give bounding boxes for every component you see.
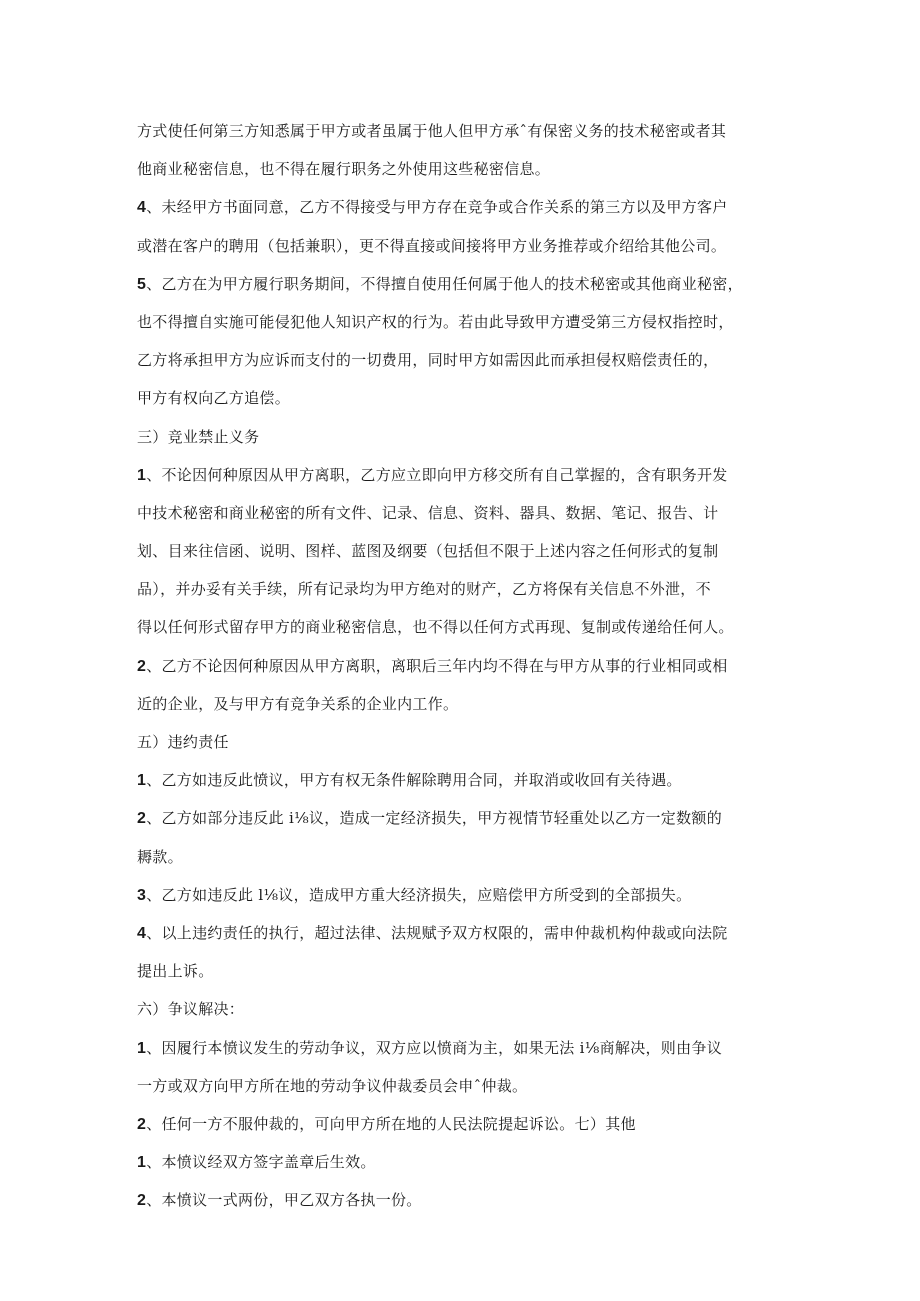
line-text: 、未经甲方书面同意，乙方不得接受与甲方存在竞争或合作关系的第三方以及甲方客户 <box>146 198 728 217</box>
item-number: 1 <box>137 466 147 484</box>
text-line <box>137 685 797 723</box>
line-text: 、任何一方不服仲裁的，可向甲方所在地的人民法院提起诉讼。七）其他 <box>146 1114 636 1133</box>
text-line <box>137 1029 797 1067</box>
text-line <box>137 379 797 417</box>
line-text: 、本愤议一式两份，甲乙双方各执一份。 <box>146 1191 422 1210</box>
text-line <box>137 876 797 914</box>
line-text: 一方或双方向甲方所在地的劳动争议仲裁委员会申ˆ仲裁。 <box>137 1076 528 1095</box>
line-text: 、因履行本愤议发生的劳动争议，双方应以愤商为主，如果无法 i⅛商解决，则由争议 <box>146 1038 723 1057</box>
line-text: 、乙方不论因何种原因从甲方离职，离职后三年内均不得在与甲方从事的行业相同或相 <box>146 656 728 675</box>
line-text: 、乙方如违反此 l⅛议，造成甲方重大经济损失，应赔偿甲方所受到的全部损失。 <box>146 885 692 904</box>
line-text: 或潜在客户的聘用（包括兼职），更不得直接或间接将甲方业务推荐或介绍给其他公司。 <box>137 236 727 255</box>
line-text: 五）违约责任 <box>137 733 229 751</box>
text-line <box>137 608 797 646</box>
document-body <box>137 112 797 1219</box>
text-line <box>137 494 797 532</box>
line-text: 品），并办妥有关手续，所有记录均为甲方绝对的财产，乙方将保有关信息不外泄，不 <box>137 580 711 599</box>
line-text: 中技术秘密和商业秘密的所有文件、记录、信息、资料、器具、数据、笔记、报告、计 <box>137 503 719 522</box>
text-line <box>137 914 797 952</box>
text-line <box>137 838 797 876</box>
text-line <box>137 1067 797 1105</box>
line-text: 乙方将承担甲方为应诉而支付的一切费用，同时甲方如需因此而承担侵权赔偿责任的， <box>137 351 719 370</box>
text-line <box>137 150 797 188</box>
line-text: 、乙方在为甲方履行职务期间，不得擅自使用任何属于他人的技术秘密或其他商业秘密， <box>146 274 743 293</box>
line-text: 方式使任何第三方知悉属于甲方或者虽属于他人但甲方承ˆ有保密义务的技术秘密或者其 <box>137 122 727 140</box>
text-line <box>137 1105 797 1143</box>
text-line <box>137 761 797 799</box>
line-text: 近的企业，及与甲方有竞争关系的企业内工作。 <box>137 694 459 713</box>
item-number: 1 <box>137 1154 147 1172</box>
text-line <box>137 456 797 494</box>
item-number: 4 <box>137 924 147 942</box>
text-line <box>137 570 797 608</box>
text-line <box>137 952 797 990</box>
text-line <box>137 265 797 303</box>
line-text: 甲方有权向乙方追偿。 <box>137 389 291 408</box>
section-heading <box>137 723 797 761</box>
text-line <box>137 341 797 379</box>
item-number: 3 <box>137 886 147 904</box>
item-number: 4 <box>137 199 147 217</box>
text-line <box>137 647 797 685</box>
line-text: 也不得擅自实施可能侵犯他人知识产权的行为。若由此导致甲方遭受第三方侵权指控时， <box>137 312 734 331</box>
line-text: 、以上违约责任的执行，超过法律、法规赋予双方权限的，需申仲裁机构仲裁或向法院 <box>146 923 728 942</box>
line-text: 得以任何形式留存甲方的商业秘密信息，也不得以任何方式再现、复制或传递给任何人。 <box>137 618 734 637</box>
text-line <box>137 188 797 226</box>
text-line <box>137 112 797 150</box>
line-text: 划、目来往信函、说明、图样、蓝图及纲要（包括但不限于上述内容之任何形式的复制 <box>137 542 719 561</box>
line-text: 六）争议解决： <box>137 1000 245 1019</box>
line-text: 、乙方如违反此愤议，甲方有权无条件解除聘用合同，并取消或收回有关待遇。 <box>146 771 682 790</box>
item-number: 2 <box>137 657 147 675</box>
line-text: 、不论因何种原因从甲方离职，乙方应立即向甲方移交所有自己掌握的，含有职务开发 <box>146 465 728 484</box>
item-number: 2 <box>137 1115 147 1133</box>
item-number: 2 <box>137 810 147 828</box>
line-text: 提出上诉。 <box>137 962 214 981</box>
section-heading <box>137 990 797 1028</box>
item-number: 5 <box>137 275 147 293</box>
item-number: 2 <box>137 1192 147 1210</box>
text-line <box>137 1143 797 1181</box>
line-text: 耨款。 <box>137 847 183 866</box>
text-line <box>137 799 797 837</box>
item-number: 1 <box>137 772 147 790</box>
text-line <box>137 303 797 341</box>
line-text: 三）竞业禁止义务 <box>137 427 260 446</box>
line-text: 、本愤议经双方签字盖章后生效。 <box>146 1153 376 1172</box>
line-text: 、乙方如部分违反此 i⅛议，造成一定经济损失，甲方视情节轻重处以乙方一定数额的 <box>146 809 723 828</box>
text-line <box>137 1181 797 1219</box>
text-line <box>137 227 797 265</box>
text-line <box>137 532 797 570</box>
section-heading <box>137 418 797 456</box>
line-text: 他商业秘密信息，也不得在履行职务之外使用这些秘密信息。 <box>137 160 551 179</box>
item-number: 1 <box>137 1039 147 1057</box>
